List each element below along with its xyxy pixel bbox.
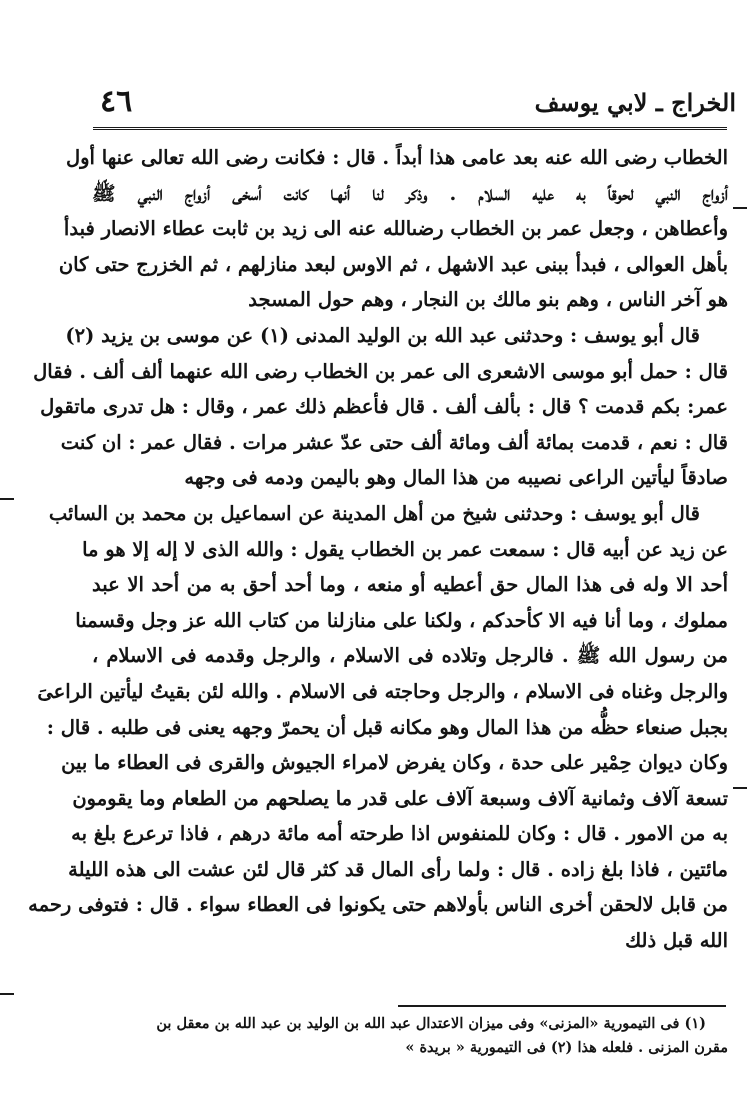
text-line: وكان ديوان حِمْير على حدة ، وكان يفرض لامراء الجيوش والقرى فى العطاء ما بين <box>61 751 728 775</box>
text-line: قال أبو يوسف : وحدثنى عبد الله بن الوليد المدنى (١) عن موسى بن يزيد (٢) <box>65 323 700 347</box>
text-line: أزواج النبي لحوقاً به عليه السلام . وذكر لنا أنهـا كانت أسخى أزواج النبي ﷺ <box>92 181 728 205</box>
text-line: والرجل وغناه فى الاسلام ، والرجل وحاجته فى الاسلام . والله لئن بقيتُ ليأتين الراعىَ <box>37 679 728 703</box>
margin-tick <box>733 787 747 789</box>
text-line: أحد الا وله فى هذا المال حق أعطيه أو منعه ، وما أحد أحق به من أحد الا عبد <box>92 573 728 597</box>
text-line: صادقاً ليأتين الراعى نصيبه من هذا المال وهو باليمن ودمه فى وجهه <box>184 466 728 490</box>
margin-tick <box>0 993 14 995</box>
text-line: هو آخر الناس ، وهم بنو مالك بن النجار ، وهم حول المسجد <box>248 288 728 312</box>
text-line: وأعطاهن ، وجعل عمر بن الخطاب رضىالله عنه الى زيد بن ثابت عطاء الانصار فبدأ <box>63 217 728 241</box>
text-line: قال أبو يوسف : وحدثنى شيخ من أهل المدينة عن اسماعيل بن محمد بن السائب <box>48 501 700 525</box>
text-line: قال : نعم ، قدمت بمائة ألف ومائة ألف حتى عدّ عشر مرات . فقال عمر : ان كنت <box>60 430 728 454</box>
page-number: ٤٦ <box>100 84 133 119</box>
header-divider <box>93 127 727 130</box>
text-line: عمر: بكم قدمت ؟ قال : بألف ألف . قال فأعظم ذلك عمر ، وقال : هل تدرى ماتقول <box>40 395 728 419</box>
text-line: عن زيد عن أبيه قال : سمعت عمر بن الخطاب يقول : والله الذى لا إله إلا هو ما <box>82 537 728 561</box>
footnote-line: (١) فى التيمورية «المزنى» وفى ميزان الاعتدال عبد الله بن الوليد بن عبد الله بن معقل بن <box>156 1015 706 1032</box>
running-title: الخراج ـ لابي يوسف <box>534 88 736 117</box>
text-line: بأهل العوالى ، فبدأ ببنى عبد الاشهل ، ثم الاوس لبعد منازلهم ، ثم الخزرج حتى كان <box>58 252 728 276</box>
footnote-line: مقرن المزنى . فلعله هذا (٢) فى التيمورية « بريدة » <box>405 1039 728 1056</box>
text-line: من رسول الله ﷺ . فالرجل وتلاده فى الاسلام ، والرجل وقدمه فى الاسلام ، <box>92 644 728 668</box>
text-line: به من الامور . قال : وكان للمنفوس اذا طرحته أمه مائة درهم ، فاذا ترعرع بلغ به <box>71 822 728 846</box>
text-line: قال : حمل أبو موسى الاشعرى الى عمر بن الخطاب رضى الله عنهما ألف ألف . فقال <box>33 359 728 383</box>
text-line: مملوك ، وما أنا فيه الا كأحدكم ، ولكنا على منازلنا من كتاب الله عز وجل وقسمنا <box>75 608 728 632</box>
text-line: مائتين ، فاذا بلغ زاده . قال : ولما رأى المال قد كثر قال لئن عشت الى هذه الليلة <box>68 857 728 881</box>
margin-tick <box>0 498 14 500</box>
text-line: الخطاب رضى الله عنه بعد عامى هذا أبداً . قال : فكانت رضى الله تعالى عنها أول <box>65 146 728 169</box>
text-line: تسعة آلاف وثمانية آلاف وسبعة آلاف على قدر ما يصلحهم من الطعام وما يقومون <box>72 786 728 810</box>
text-line: بجبل صنعاء حظُّه من هذا المال وهو مكانه قبل أن يحمرّ وجهه يعنى فى طلبه . قال : <box>46 715 728 739</box>
margin-tick <box>733 207 747 209</box>
footnote-divider <box>398 1005 726 1007</box>
body-text <box>28 140 728 959</box>
footnotes <box>98 1012 728 1060</box>
text-line: الله قبل ذلك <box>625 929 728 953</box>
page-header <box>96 82 736 122</box>
text-line: من قابل لالحقن أخرى الناس بأولاهم حتى يكونوا فى العطاء سواء . قال : فتوفى رحمه <box>28 893 728 917</box>
